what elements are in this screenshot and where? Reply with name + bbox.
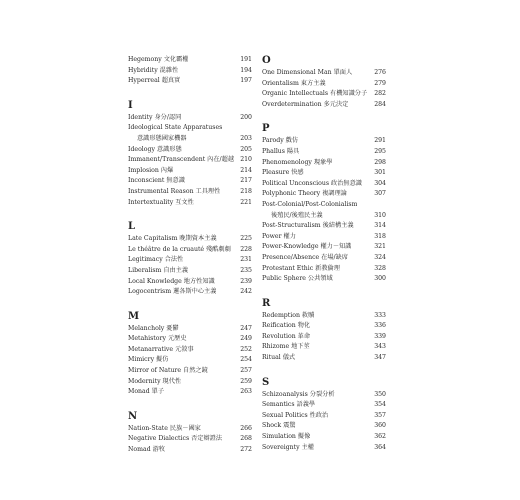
index-page-number: 307	[374, 190, 386, 198]
index-entry-metanarrative	[128, 345, 252, 356]
index-page-number: 295	[374, 147, 386, 155]
index-entry-implosion	[128, 166, 252, 177]
index-page-number: 228	[240, 245, 252, 253]
section-letter-heading: R	[262, 297, 271, 309]
index-section-n	[128, 411, 252, 456]
index-term: Sovereignty 主權	[262, 443, 314, 451]
index-term: Rhizome 地下莖	[262, 343, 310, 351]
index-term: Orientalism 東方主義	[262, 79, 326, 87]
index-term: Le théâtre de la cruauté 殘酷劇劇	[128, 245, 231, 253]
index-page-number: 298	[374, 158, 386, 166]
index-page-number: 239	[240, 277, 252, 285]
index-page-number: 321	[374, 243, 386, 251]
index-term: Intertextuality 互文性	[128, 198, 194, 206]
index-entry-inconscient	[128, 176, 252, 187]
index-entry-monad	[128, 387, 252, 398]
index-entry-hybridity	[128, 66, 252, 77]
index-page-number: 343	[374, 343, 386, 351]
section-letter-heading: I	[128, 99, 133, 111]
index-entry-hegemony	[128, 55, 252, 66]
index-term: Late Capitalism 晚期資本主義	[128, 235, 217, 243]
index-entry-continuation	[128, 134, 252, 145]
index-entry-redemption	[262, 311, 386, 322]
section-letter-heading: S	[262, 376, 270, 388]
index-entry-late-capitalism	[128, 234, 252, 245]
index-term: Mimicry 擬仿	[128, 356, 169, 364]
index-entry-orientalism	[262, 79, 386, 90]
index-page-number: 252	[240, 345, 252, 353]
index-page-number: 266	[240, 424, 252, 432]
index-entry-political-unconscious	[262, 179, 386, 190]
index-term: Implosion 內爆	[128, 166, 174, 174]
index-term: Identity 身分/認同	[128, 113, 182, 121]
index-entry-instrumental-reason	[128, 187, 252, 198]
index-entry-revolution	[262, 332, 386, 343]
index-entry-power	[262, 232, 386, 243]
index-page-number: 205	[240, 145, 252, 153]
index-entry-phallus	[262, 147, 386, 158]
index-term: Power-Knowledge 權力－知識	[262, 243, 352, 251]
index-term: Liberalism 自由主義	[128, 266, 189, 274]
index-entry-negative-dialectics	[128, 434, 252, 445]
index-page-number: 235	[240, 266, 252, 274]
index-page-number: 242	[240, 288, 252, 296]
index-entry-overdetermination	[262, 100, 386, 111]
index-term: Overdetermination 多元決定	[262, 100, 349, 108]
index-term: Ideological State Apparatuses	[128, 124, 223, 132]
index-entry-melancholy	[128, 324, 252, 335]
index-term: Local Knowledge 地方性知識	[128, 277, 215, 285]
index-entry-semantics	[262, 400, 386, 411]
index-page-number: 362	[374, 433, 386, 441]
index-right-column	[262, 55, 386, 466]
index-entry-local-knowledge	[128, 277, 252, 288]
index-term: Political Unconscious 政治無意識	[262, 179, 362, 187]
index-term: Ideology 意識形態	[128, 145, 182, 153]
index-term: Legitimacy 合法性	[128, 256, 184, 264]
index-page-number: 300	[374, 275, 386, 283]
index-term: Power 權力	[262, 232, 296, 240]
index-page-number: 194	[240, 66, 252, 74]
index-section-l	[128, 221, 252, 298]
index-term: Mirror of Nature 自然之鏡	[128, 367, 208, 375]
section-letter-heading: M	[128, 310, 140, 322]
index-page-number: 214	[240, 166, 252, 174]
index-term: Immanent/Transcendent 內在/超越	[128, 156, 235, 164]
index-term: Protestant Ethic 新教倫理	[262, 264, 340, 272]
index-section-continued	[128, 55, 252, 87]
index-page-number: 221	[240, 198, 252, 206]
index-page-number: 291	[374, 137, 386, 145]
index-entry-modernity	[128, 377, 252, 388]
index-page-number: 259	[240, 377, 252, 385]
index-term: Simulation 擬像	[262, 433, 311, 441]
index-term: Monad 單子	[128, 388, 165, 396]
index-page-number: 249	[240, 335, 252, 343]
index-page-number: 333	[374, 311, 386, 319]
index-entry-logocentrism	[128, 287, 252, 298]
index-page-number: 304	[374, 179, 386, 187]
index-entry-simulation	[262, 432, 386, 443]
index-entry-mirror-of-nature	[128, 366, 252, 377]
index-term: Public Sphere 公共領域	[262, 275, 333, 283]
index-page-number: 254	[240, 356, 252, 364]
index-page-number: 203	[240, 134, 252, 142]
index-page-number: 276	[374, 69, 386, 76]
index-page-number: 318	[374, 232, 386, 240]
index-section-m	[128, 311, 252, 398]
index-entry-ideological-state-apparatuses	[128, 123, 252, 134]
index-entry-schizoanalysis	[262, 390, 386, 401]
index-entry-continuation	[262, 211, 386, 222]
section-letter-heading: L	[128, 221, 136, 233]
index-entry-rhizome	[262, 342, 386, 353]
index-entry-sovereignty	[262, 443, 386, 454]
index-entry-ideology	[128, 145, 252, 156]
index-term: Polyphonic Theory 複調理論	[262, 190, 347, 198]
index-entry-metahistory	[128, 334, 252, 345]
index-entry-reification	[262, 321, 386, 332]
index-page-number: 231	[240, 256, 252, 264]
index-term: Logocentrism 邏各斯中心主義	[128, 288, 217, 296]
index-term: Organic Intellectuals 有機知識分子	[262, 90, 368, 98]
index-term: Sexual Politics 性政治	[262, 411, 329, 419]
index-entry-ritual	[262, 353, 386, 364]
index-page-number: 328	[374, 264, 386, 272]
index-entry-organic-intellectuals	[262, 89, 386, 100]
index-entry-liberalism	[128, 266, 252, 277]
index-entry-intertextuality	[128, 198, 252, 209]
index-term: Shock 震驚	[262, 422, 296, 430]
index-term: Reification 物化	[262, 322, 311, 330]
index-term: Pleasure 快感	[262, 169, 304, 177]
index-term: Metanarrative 元敘事	[128, 345, 194, 353]
index-page-number: 354	[374, 401, 386, 409]
index-page-number: 314	[374, 222, 386, 230]
index-page-number: 347	[374, 354, 386, 362]
index-entry-parody	[262, 136, 386, 147]
index-page-number: 225	[240, 235, 252, 243]
index-entry-nation-state	[128, 424, 252, 435]
index-term: Post-Colonial/Post-Colonialism	[262, 200, 358, 208]
index-entry-hyperreal	[128, 76, 252, 87]
index-entry-protestant-ethic	[262, 264, 386, 275]
index-term: Hegemony 文化霸權	[128, 56, 189, 63]
index-page-number: 360	[374, 422, 386, 430]
index-term: Metahistory 元歷史	[128, 335, 187, 343]
index-entry-sexual-politics	[262, 411, 386, 422]
index-term: Nation-State 民族－國家	[128, 424, 201, 432]
index-page-number: 197	[240, 77, 252, 85]
index-section-i	[128, 100, 252, 208]
index-entry-polyphonic-theory	[262, 189, 386, 200]
index-section-r	[262, 298, 386, 364]
index-page-number: 339	[374, 332, 386, 340]
index-section-p	[262, 123, 386, 284]
index-term: One Dimensional Man 單面人	[262, 69, 353, 76]
index-entry-le-th	[128, 245, 252, 256]
section-letter-heading: P	[262, 123, 270, 135]
index-term: Semantics 語義學	[262, 401, 316, 409]
index-term: Phallus 陽具	[262, 147, 300, 155]
index-entry-public-sphere	[262, 274, 386, 285]
index-page-number: 350	[374, 390, 386, 398]
index-page-number: 310	[374, 211, 386, 219]
index-term: Revolution 革命	[262, 332, 311, 340]
index-term: Parody 戲仿	[262, 137, 299, 145]
index-left-column	[128, 55, 252, 469]
index-entry-shock	[262, 421, 386, 432]
index-section-s	[262, 377, 386, 454]
index-page-number: 200	[240, 113, 252, 121]
section-letter-heading: O	[262, 55, 271, 66]
index-page-number: 336	[374, 322, 386, 330]
index-term: Inconscient 無意識	[128, 177, 185, 185]
index-entry-legitimacy	[128, 255, 252, 266]
index-section-o	[262, 55, 386, 110]
index-term: Modernity 現代性	[128, 377, 182, 385]
index-entry-post-structuralism	[262, 221, 386, 232]
index-page-number: 217	[240, 177, 252, 185]
index-page-number: 272	[240, 446, 252, 454]
index-term: Presence/Absence 在場/缺席	[262, 253, 348, 261]
index-page-number: 284	[374, 100, 386, 108]
index-page-number: 218	[240, 187, 252, 195]
index-term: Hyperreal 超真實	[128, 77, 181, 85]
index-page-number: 257	[240, 367, 252, 375]
section-letter-heading: N	[128, 410, 138, 422]
index-page-number: 191	[240, 56, 252, 63]
index-term: 後殖民/後殖民主義	[271, 211, 323, 219]
index-term: Phenomenology 現象學	[262, 158, 333, 166]
index-term: Schizoanalysis 分裂分析	[262, 390, 335, 398]
index-page-number: 357	[374, 411, 386, 419]
index-entry-presence-absence	[262, 253, 386, 264]
index-term: Instrumental Reason 工具理性	[128, 187, 221, 195]
index-page-number: 279	[374, 79, 386, 87]
index-page-number: 263	[240, 388, 252, 396]
index-page-number: 324	[374, 253, 386, 261]
index-entry-phenomenology	[262, 158, 386, 169]
index-term: Negative Dialectics 否定辯證法	[128, 435, 223, 443]
index-term: 意識形態國家機器	[137, 134, 187, 142]
index-entry-mimicry	[128, 355, 252, 366]
index-entry-pleasure	[262, 168, 386, 179]
index-term: Nomad 游牧	[128, 446, 165, 454]
index-entry-power-knowledge	[262, 242, 386, 253]
index-page-number: 301	[374, 169, 386, 177]
index-entry-one-dimensional-man	[262, 68, 386, 79]
index-entry-post-colonial-post-colonialism	[262, 200, 386, 211]
index-page-number: 282	[374, 90, 386, 98]
index-term: Melancholy 憂鬱	[128, 324, 179, 332]
index-page-number: 210	[240, 156, 252, 164]
index-term: Post-Structuralism 後結構主義	[262, 222, 354, 230]
index-page-number: 268	[240, 435, 252, 443]
index-term: Hybridity 混雜性	[128, 66, 179, 74]
index-term: Redemption 救贖	[262, 311, 315, 319]
index-page-number: 247	[240, 324, 252, 332]
index-term: Ritual 儀式	[262, 354, 296, 362]
index-page-number: 364	[374, 443, 386, 451]
index-entry-immanent-transcendent	[128, 155, 252, 166]
index-entry-nomad	[128, 445, 252, 456]
index-entry-identity	[128, 113, 252, 124]
